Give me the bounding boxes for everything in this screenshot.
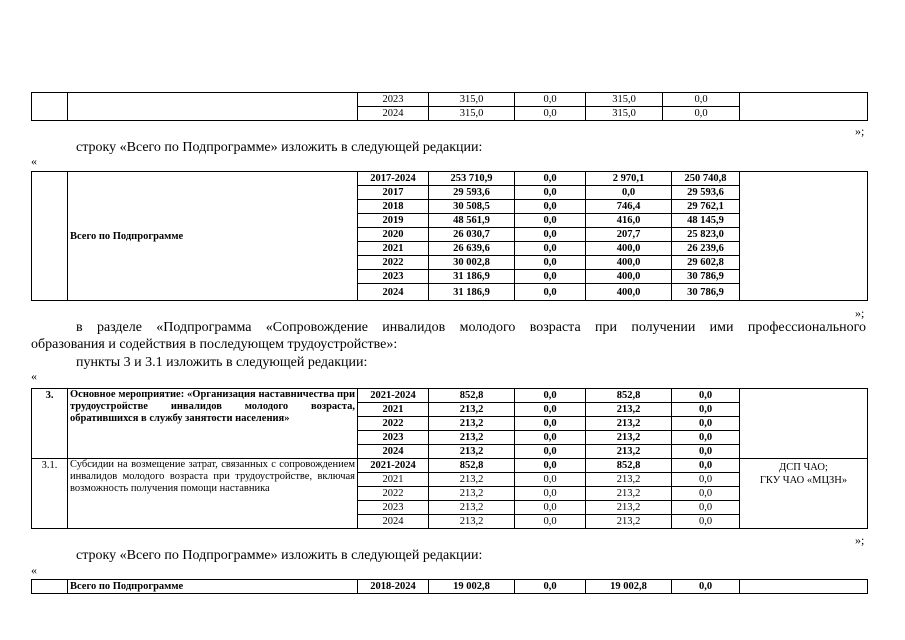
value-cell: 0,0 [515, 214, 586, 228]
value-cell: 0,0 [515, 487, 586, 501]
total-cell: 213,2 [429, 417, 515, 431]
value-cell: 213,2 [586, 501, 672, 515]
value-cell: 213,2 [586, 487, 672, 501]
number-cell [32, 93, 68, 121]
value-cell: 0,0 [515, 172, 586, 186]
value-cell: 0,0 [515, 445, 586, 459]
year-cell: 2017 [358, 186, 429, 200]
value-cell: 213,2 [586, 445, 672, 459]
value-cell: 0,0 [672, 403, 740, 417]
value-cell: 0,0 [672, 417, 740, 431]
total-cell: 213,2 [429, 403, 515, 417]
year-cell: 2020 [358, 228, 429, 242]
value-cell: 0,0 [586, 186, 672, 200]
total-cell: 315,0 [429, 107, 515, 121]
total-cell: 852,8 [429, 389, 515, 403]
total-cell: 31 186,9 [429, 284, 515, 301]
year-cell: 2021-2024 [358, 389, 429, 403]
value-cell: 0,0 [515, 107, 586, 121]
year-cell: 2018 [358, 200, 429, 214]
total-cell: 30 508,5 [429, 200, 515, 214]
label-cell: Всего по Подпрограмме [68, 172, 358, 301]
total-cell: 213,2 [429, 431, 515, 445]
value-cell: 0,0 [515, 93, 586, 107]
value-cell: 29 602,8 [672, 256, 740, 270]
value-cell: 400,0 [586, 256, 672, 270]
closing-quote: »; [855, 533, 865, 547]
year-cell: 2022 [358, 417, 429, 431]
year-cell: 2024 [358, 515, 429, 529]
table-total [31, 171, 868, 301]
value-cell: 25 823,0 [672, 228, 740, 242]
total-cell: 19 002,8 [429, 580, 515, 594]
closing-quote: »; [855, 306, 865, 320]
value-cell: 30 786,9 [672, 284, 740, 301]
value-cell: 0,0 [515, 580, 586, 594]
value-cell: 0,0 [515, 403, 586, 417]
total-cell: 213,2 [429, 501, 515, 515]
value-cell: 0,0 [672, 515, 740, 529]
paragraph-items: пункты 3 и 3.1 изложить в следующей редакции: [76, 355, 368, 370]
total-cell: 213,2 [429, 487, 515, 501]
table-row [32, 172, 868, 186]
table-row [32, 459, 868, 473]
total-cell: 253 710,9 [429, 172, 515, 186]
value-cell: 213,2 [586, 403, 672, 417]
table-row [32, 389, 868, 403]
executor-line: ГКУ ЧАО «МЦЗН» [759, 475, 848, 486]
year-cell: 2022 [358, 487, 429, 501]
year-cell: 2022 [358, 256, 429, 270]
item-description-cell: Субсидии на возмещение затрат, связанных с сопровождением инвалидов молодого возраста при трудоустройстве, включая возможность получения помощи наставника [68, 459, 358, 529]
value-cell: 250 740,8 [672, 172, 740, 186]
year-cell: 2024 [358, 445, 429, 459]
total-cell: 48 561,9 [429, 214, 515, 228]
value-cell: 48 145,9 [672, 214, 740, 228]
value-cell: 0,0 [672, 445, 740, 459]
year-cell: 2021 [358, 403, 429, 417]
value-cell: 0,0 [515, 431, 586, 445]
value-cell: 0,0 [515, 284, 586, 301]
value-cell: 0,0 [672, 487, 740, 501]
value-cell: 2 970,1 [586, 172, 672, 186]
value-cell: 400,0 [586, 270, 672, 284]
value-cell: 19 002,8 [586, 580, 672, 594]
value-cell: 213,2 [586, 431, 672, 445]
item-number-cell: 3. [32, 389, 68, 459]
total-cell: 26 030,7 [429, 228, 515, 242]
total-cell: 29 593,6 [429, 186, 515, 200]
value-cell: 0,0 [515, 389, 586, 403]
total-cell: 213,2 [429, 515, 515, 529]
year-cell: 2021 [358, 473, 429, 487]
value-cell: 416,0 [586, 214, 672, 228]
value-cell: 0,0 [663, 107, 740, 121]
item-description-cell: Основное мероприятие: «Организация наставничества при трудоустройстве инвалидов молодого возраста, обратившихся в службу занятости населения» [68, 389, 358, 459]
executor-cell [740, 459, 868, 529]
value-cell: 0,0 [672, 501, 740, 515]
table-total-2 [31, 579, 868, 594]
opening-quote: « [31, 154, 37, 168]
value-cell: 400,0 [586, 284, 672, 301]
total-cell: 26 639,6 [429, 242, 515, 256]
value-cell: 207,7 [586, 228, 672, 242]
year-cell: 2021-2024 [358, 459, 429, 473]
opening-quote: « [31, 369, 37, 383]
value-cell: 400,0 [586, 242, 672, 256]
value-cell: 315,0 [586, 107, 663, 121]
paragraph-instruction: строку «Всего по Подпрограмме» изложить в следующей редакции: [76, 548, 483, 563]
value-cell: 0,0 [515, 501, 586, 515]
number-cell [32, 172, 68, 301]
value-cell: 746,4 [586, 200, 672, 214]
value-cell: 213,2 [586, 473, 672, 487]
table-continuation [31, 92, 868, 121]
table-items [31, 388, 868, 529]
number-cell [32, 580, 68, 594]
year-cell: 2023 [358, 270, 429, 284]
year-cell: 2018-2024 [358, 580, 429, 594]
closing-quote: »; [855, 124, 865, 138]
total-cell: 315,0 [429, 93, 515, 107]
total-cell: 852,8 [429, 459, 515, 473]
value-cell: 0,0 [515, 256, 586, 270]
paragraph-section-cont: образования и содействия в последующем трудоустройстве»: [31, 337, 398, 352]
value-cell: 0,0 [515, 242, 586, 256]
year-cell: 2023 [358, 501, 429, 515]
value-cell: 0,0 [515, 200, 586, 214]
value-cell: 0,0 [672, 580, 740, 594]
value-cell: 30 786,9 [672, 270, 740, 284]
total-cell: 213,2 [429, 473, 515, 487]
year-cell: 2021 [358, 242, 429, 256]
opening-quote: « [31, 563, 37, 577]
value-cell: 0,0 [515, 270, 586, 284]
value-cell: 0,0 [672, 431, 740, 445]
total-cell: 31 186,9 [429, 270, 515, 284]
year-cell: 2017-2024 [358, 172, 429, 186]
executor-cell [740, 580, 868, 594]
year-cell: 2024 [358, 107, 429, 121]
paragraph-section: в разделе «Подпрограмма «Сопровождение инвалидов молодого возраста при получении ими профессионального [76, 320, 866, 335]
value-cell: 0,0 [515, 186, 586, 200]
value-cell: 852,8 [586, 389, 672, 403]
value-cell: 0,0 [515, 515, 586, 529]
value-cell: 0,0 [515, 417, 586, 431]
value-cell: 29 593,6 [672, 186, 740, 200]
value-cell: 0,0 [672, 459, 740, 473]
value-cell: 0,0 [515, 459, 586, 473]
value-cell: 29 762,1 [672, 200, 740, 214]
value-cell: 213,2 [586, 417, 672, 431]
value-cell: 0,0 [672, 389, 740, 403]
table-row [32, 580, 868, 594]
year-cell: 2023 [358, 431, 429, 445]
value-cell: 852,8 [586, 459, 672, 473]
value-cell: 26 239,6 [672, 242, 740, 256]
description-cell [68, 93, 358, 121]
value-cell: 213,2 [586, 515, 672, 529]
executor-cell [740, 93, 868, 121]
table-row [32, 93, 868, 107]
value-cell: 0,0 [515, 473, 586, 487]
item-number-cell: 3.1. [32, 459, 68, 529]
total-cell: 213,2 [429, 445, 515, 459]
value-cell: 0,0 [672, 473, 740, 487]
label-cell: Всего по Подпрограмме [68, 580, 358, 594]
year-cell: 2024 [358, 284, 429, 301]
executor-cell [740, 172, 868, 301]
value-cell: 0,0 [515, 228, 586, 242]
total-cell: 30 002,8 [429, 256, 515, 270]
paragraph-instruction: строку «Всего по Подпрограмме» изложить в следующей редакции: [76, 140, 483, 155]
year-cell: 2023 [358, 93, 429, 107]
year-cell: 2019 [358, 214, 429, 228]
value-cell: 315,0 [586, 93, 663, 107]
value-cell: 0,0 [663, 93, 740, 107]
executor-line: ДСП ЧАО; [779, 462, 828, 473]
executor-cell [740, 389, 868, 459]
